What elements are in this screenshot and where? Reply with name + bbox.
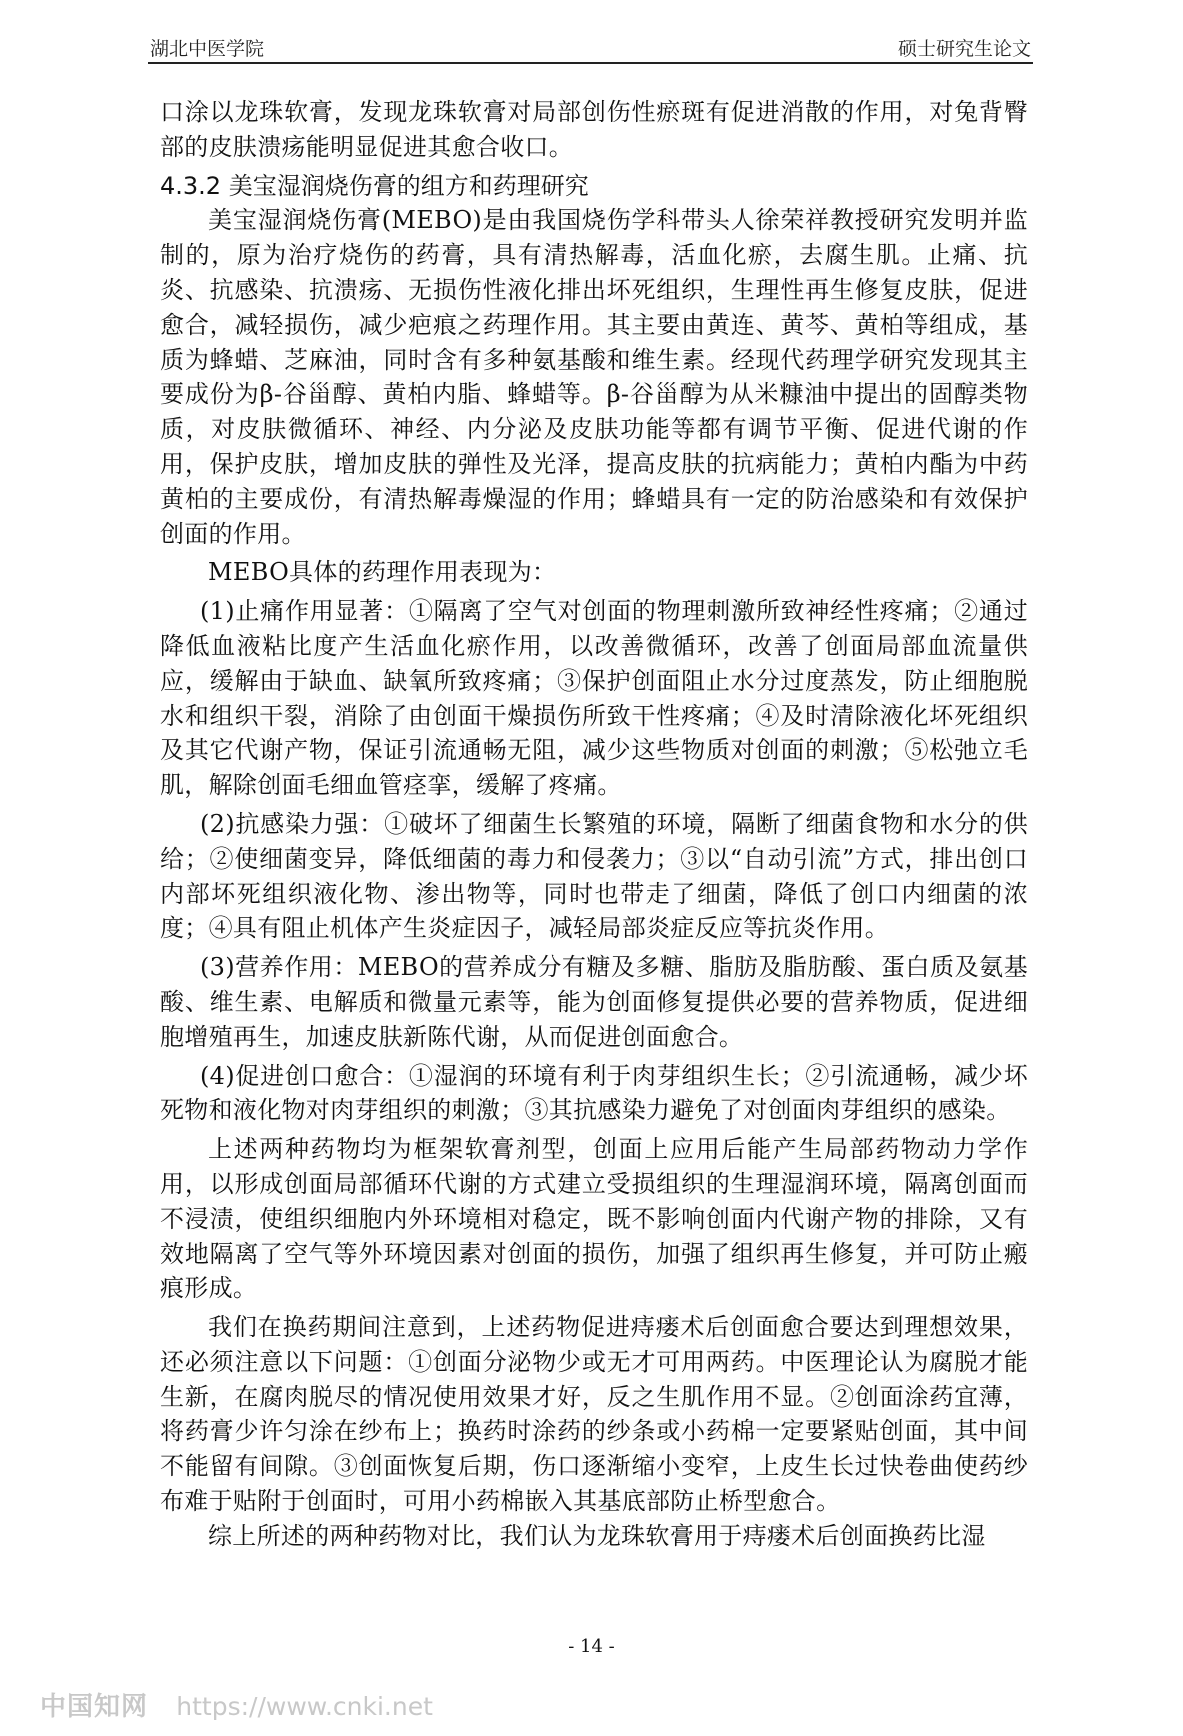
paragraph-precautions: 我们在换药期间注意到，上述药物促进痔瘘术后创面愈合要达到理想效果，还必须注意以下问题：①创面分泌物少或无才可用两药。中医理论认为腐脱才能生新，在腐肉脱尽的情况使用效果才好，反之生肌作用不显。②创面涂药宜薄，将药膏少许匀涂在纱布上；换药时涂药的纱条或小药棉一定要紧贴创面，其中间不能留有间隙。③创面恢复后期，伤口逐渐缩小变窄，上皮生长过快卷曲使药纱布难于贴附于创面时，可用小药棉嵌入其基底部防止桥型愈合。 — [160, 1313, 1028, 1516]
paragraph-nutrition: (3)营养作用：MEBO的营养成分有糖及多糖、脂肪及脂肪酸、蛋白质及氨基酸、维生素、电解质和微量元素等，能为创面修复提供必要的营养物质，促进细胞增殖再生，加速皮肤新陈代谢，从而促进创面愈合。 — [160, 953, 1028, 1051]
paragraph-mebo-effects-lead: MEBO具体的药理作用表现为： — [208, 558, 557, 587]
paragraph-summary-ointment: 上述两种药物均为框架软膏剂型，创面上应用后能产生局部药物动力学作用，以形成创面局部循环代谢的方式建立受损组织的生理湿润环境，隔离创面而不浸渍，使组织细胞内外环境相对稳定，既不影响创面内代谢产物的排除，又有效地隔离了空气等外环境因素对创面的损伤，加强了组织再生修复，并可防止瘢痕形成。 — [160, 1135, 1028, 1303]
paragraph-conclusion: 综上所述的两种药物对比，我们认为龙珠软膏用于痔瘘术后创面换药比湿 — [208, 1521, 986, 1550]
header-institution: 湖北中医学院 — [150, 38, 265, 60]
page-header — [148, 30, 1033, 64]
watermark — [40, 1686, 433, 1723]
watermark-brand: 中国知网 — [40, 1692, 149, 1722]
paragraph-anti-infection: (2)抗感染力强：①破坏了细菌生长繁殖的环境，隔断了细菌食物和水分的供给；②使细菌变异，降低细菌的毒力和侵袭力；③以“自动引流”方式，排出创口内部坏死组织液化物、渗出物等，同时也带走了细菌，降低了创口内细菌的浓度；④具有阻止机体产生炎症因子，减轻局部炎症反应等抗炎作用。 — [160, 809, 1028, 943]
watermark-url: https://www.cnki.net — [176, 1692, 433, 1721]
page-number: - 14 - — [568, 1636, 615, 1657]
paragraph-healing: (4)促进创口愈合：①湿润的环境有利于肉芽组织生长；②引流通畅，减少坏死物和液化物对肉芽组织的刺激；③其抗感染力避免了对创面肉芽组织的感染。 — [160, 1061, 1028, 1125]
page-body — [160, 95, 1028, 1554]
section-heading: 4.3.2 美宝湿润烧伤膏的组方和药理研究 — [160, 171, 589, 200]
paragraph-analgesic: (1)止痛作用显著：①隔离了空气对创面的物理刺激所致神经性疼痛；②通过降低血液粘比度产生活血化瘀作用，以改善微循环，改善了创面局部血流量供应，缓解由于缺血、缺氧所致疼痛；③保护创面阻止水分过度蒸发，防止细胞脱水和组织干裂，消除了由创面干燥损伤所致干性疼痛；④及时清除液化坏死组织及其它代谢产物，保证引流通畅无阻，减少这些物质对创面的刺激；⑤松弛立毛肌，解除创面毛细血管痉挛，缓解了疼痛。 — [160, 597, 1028, 800]
paragraph-continuation: 口涂以龙珠软膏，发现龙珠软膏对局部创伤性瘀斑有促进消散的作用，对兔背臀部的皮肤溃疡能明显促进其愈合收口。 — [160, 98, 1028, 161]
paragraph-mebo-intro: 美宝湿润烧伤膏(MEBO)是由我国烧伤学科带头人徐荣祥教授研究发明并监制的，原为治疗烧伤的药膏，具有清热解毒，活血化瘀，去腐生肌。止痛、抗炎、抗感染、抗溃疡、无损伤性液化排出坏死组织，生理性再生修复皮肤，促进愈合，减轻损伤，减少疤痕之药理作用。其主要由黄连、黄芩、黄柏等组成，基质为蜂蜡、芝麻油，同时含有多种氨基酸和维生素。经现代药理学研究发现其主要成份为β-谷甾醇、黄柏内脂、蜂蜡等。β-谷甾醇为从米糠油中提出的固醇类物质，对皮肤微循环、神经、内分泌及皮肤功能等都有调节平衡、促进代谢的作用，保护皮肤，增加皮肤的弹性及光泽，提高皮肤的抗病能力；黄柏内酯为中药黄柏的主要成份，有清热解毒燥湿的作用；蜂蜡具有一定的防治感染和有效保护创面的作用。 — [160, 206, 1028, 548]
header-thesis-type: 硕士研究生论文 — [897, 38, 1031, 60]
